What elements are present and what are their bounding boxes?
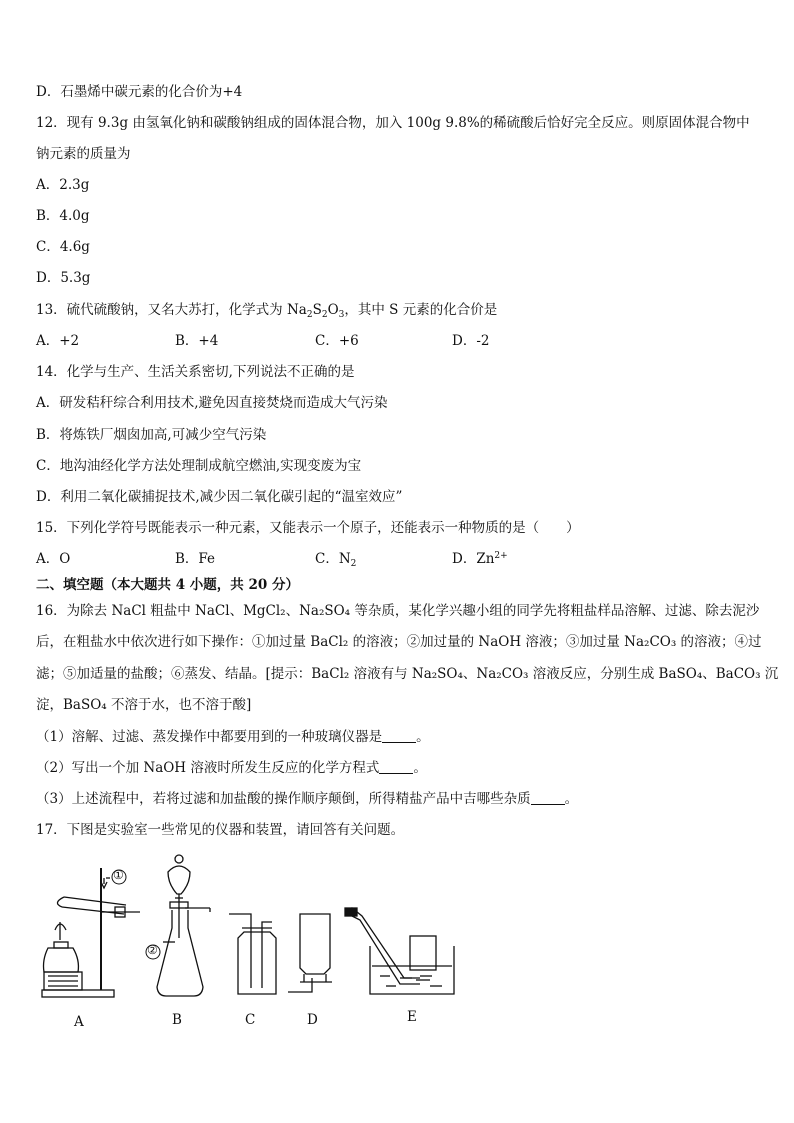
q16-stem-line1: 16．为除去 NaCl 粗盐中 NaCl、MgCl₂、Na₂SO₄ 等杂质，某化学兴趣小组的同学先将粗盐样品溶解、过滤、除去泥沙 <box>36 603 760 619</box>
q12-stem-line1: 12．现有 9.3g 由氢氧化钠和碳酸钠组成的固体混合物，加入 100g 9.8%的稀硫酸后恰好完全反应。则原固体混合物中 <box>36 115 750 131</box>
q16-stem-line4: 淀，BaSO₄ 不溶于水，也不溶于酸] <box>36 697 252 713</box>
q13-stem: 13．硫代硫酸钠，又名大苏打，化学式为 $Na_2S_2O_3$，其中 S 元素的化合价是 <box>36 302 498 320</box>
callout-1: ① <box>113 868 124 882</box>
q15-stem: 15．下列化学符号既能表示一种元素，又能表示一个原子，还能表示一种物质的是（ ） <box>36 520 580 536</box>
apparatus-a <box>42 868 140 997</box>
figure-label-d: D <box>307 1012 318 1028</box>
q12-option-a: A．2.3g <box>36 177 90 193</box>
q15-option-b: B．Fe <box>175 551 216 567</box>
q17-stem: 17．下图是实验室一些常见的仪器和装置，请回答有关问题。 <box>36 822 405 838</box>
apparatus-d <box>288 914 332 992</box>
q13-option-a: A．+2 <box>36 333 80 349</box>
apparatus-c <box>229 914 276 994</box>
q13-option-d: D．-2 <box>452 333 490 349</box>
q15-option-a: A．O <box>36 551 71 567</box>
q15-option-d: D．$Zn^{2+}$ <box>452 551 508 567</box>
q13-option-c: C．+6 <box>315 333 359 349</box>
q14-option-c: C．地沟油经化学方法处理制成航空燃油,实现变废为宝 <box>36 458 362 474</box>
q16-subquestion-1: （1）溶解、过滤、蒸发操作中都要用到的一种玻璃仪器是 。 <box>36 729 430 745</box>
q16-stem-line2: 后，在粗盐水中依次进行如下操作：①加过量 BaCl₂ 的溶液；②加过量的 NaOH 溶液；③加过量 Na₂CO₃ 的溶液；④过 <box>36 634 762 650</box>
figure-label-c: C <box>245 1012 256 1028</box>
figure-label-b: B <box>172 1012 182 1028</box>
q16-subquestion-2: （2）写出一个加 NaOH 溶液时所发生反应的化学方程式 。 <box>36 760 427 776</box>
figure-label-e: E <box>407 1009 417 1025</box>
figure-label-a: A <box>74 1014 84 1030</box>
apparatus-e <box>345 908 454 994</box>
apparatus-b <box>146 855 210 996</box>
q16-subquestion-3: （3）上述流程中，若将过滤和加盐酸的操作顺序颠倒，所得精盐产品中吉哪些杂质 。 <box>36 791 579 807</box>
q14-option-d: D．利用二氧化碳捕捉技术,减少因二氧化碳引起的“温室效应” <box>36 489 403 505</box>
q14-option-b: B．将炼铁厂烟囱加高,可减少空气污染 <box>36 427 267 443</box>
callout-2: ② <box>147 943 158 957</box>
q14-stem: 14．化学与生产、生活关系密切,下列说法不正确的是 <box>36 364 355 380</box>
q15-option-c: C．$N_2$ <box>315 551 357 569</box>
q14-option-a: A．研发秸秆综合利用技术,避免因直接焚烧而造成大气污染 <box>36 395 388 411</box>
q13-option-b: B．+4 <box>175 333 219 349</box>
q12-stem-line2: 钠元素的质量为 <box>36 146 131 162</box>
q16-stem-line3: 滤；⑤加适量的盐酸；⑥蒸发、结晶。[提示：BaCl₂ 溶液有与 Na₂SO₄、Na₂CO₃ 溶液反应，分别生成 BaSO₄、BaCO₃ 沉 <box>36 666 779 682</box>
q12-option-b: B．4.0g <box>36 208 90 224</box>
q11-option-d: D．石墨烯中碳元素的化合价为+4 <box>36 84 243 100</box>
q12-option-d: D．5.3g <box>36 270 91 286</box>
section-heading: 二、填空题（本大题共 4 小题，共 20 分） <box>36 577 299 593</box>
q12-option-c: C．4.6g <box>36 239 90 255</box>
